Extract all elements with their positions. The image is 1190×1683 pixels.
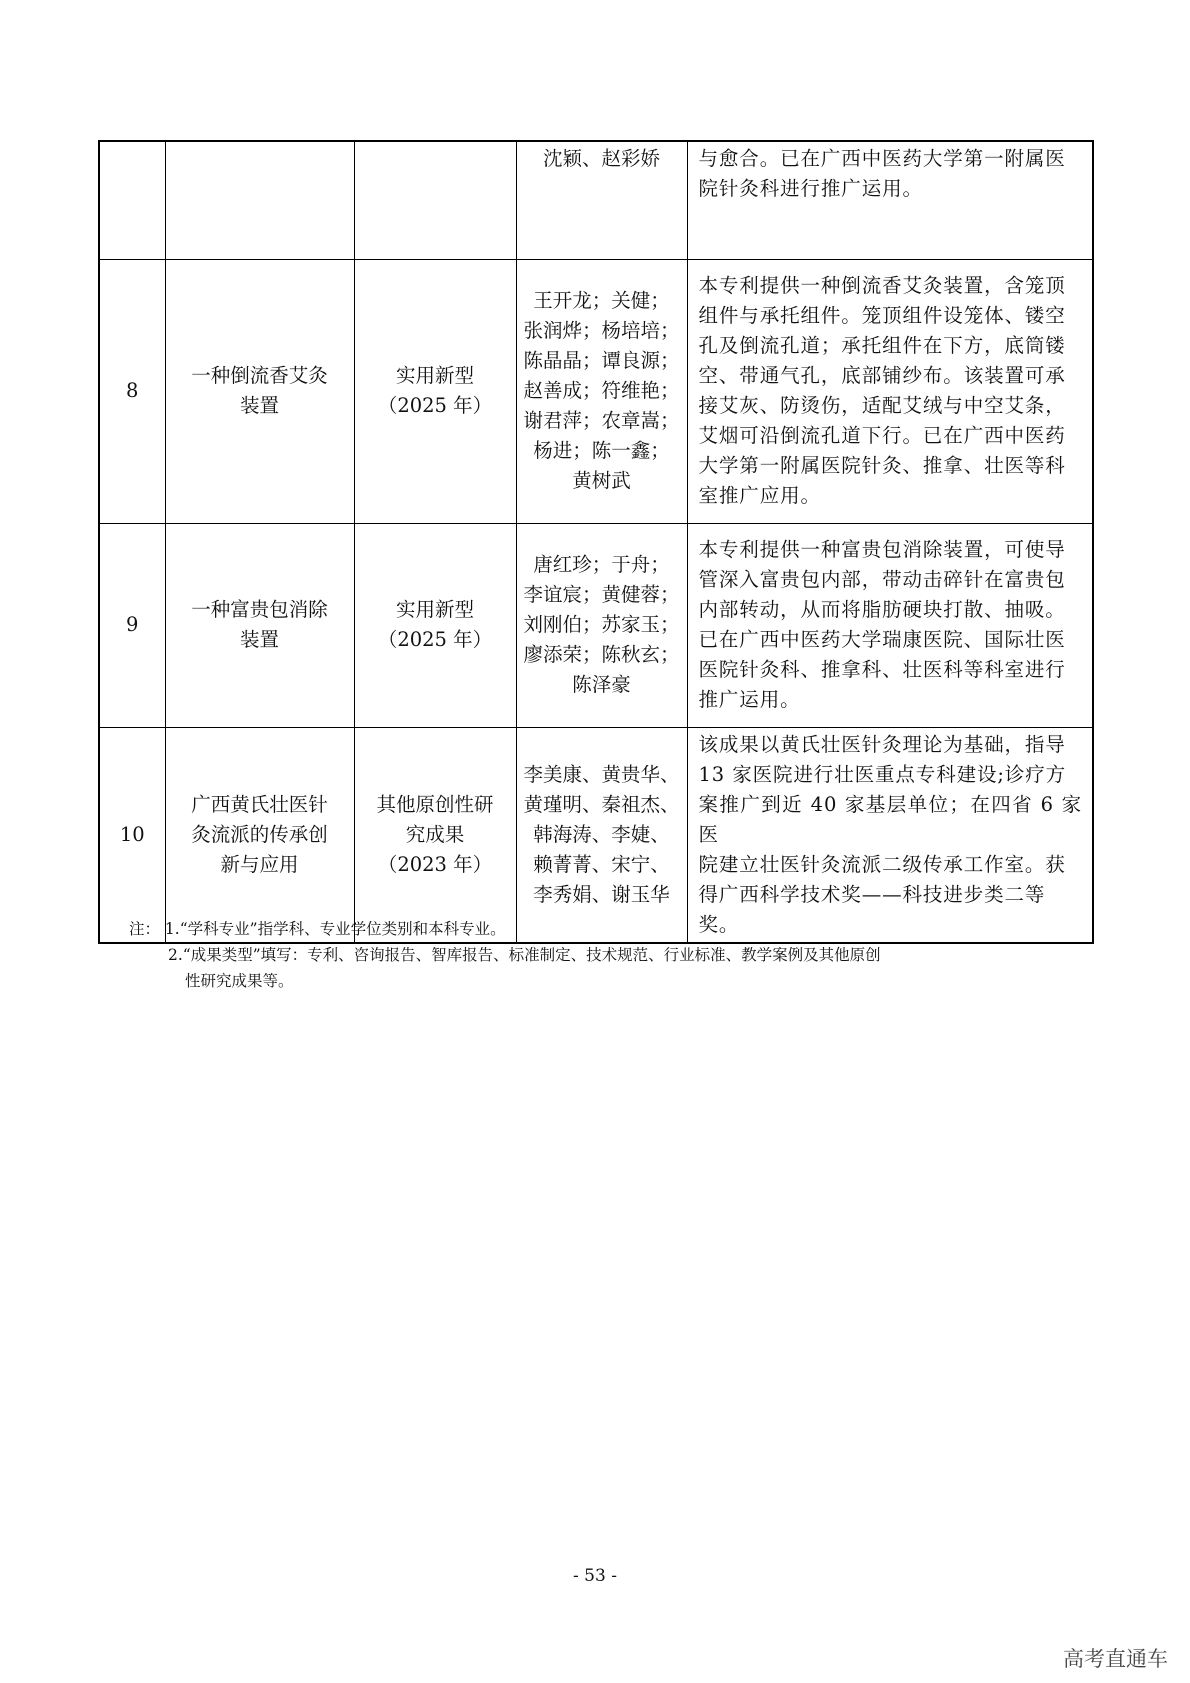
achievement-description-line: 大学第一附属医院针灸、推拿、壮医等科 xyxy=(698,454,1066,477)
achievement-type-line: 实用新型 xyxy=(395,598,474,621)
achievement-authors-line: 韩海涛、李婕、 xyxy=(533,822,670,846)
achievement-name xyxy=(165,141,354,259)
watermark: 高考直通车 xyxy=(1063,1647,1168,1671)
achievement-description-line: 本专利提供一种富贵包消除装置，可使导 xyxy=(698,538,1066,561)
achievement-authors-line: 黄树武 xyxy=(572,469,631,492)
achievement-description-line: 已在广西中医药大学瑞康医院、国际壮医 xyxy=(698,628,1066,651)
achievement-authors-line: 廖添荣；陈秋玄； xyxy=(523,643,680,666)
achievement-authors-line: 赵善成；符维艳； xyxy=(523,379,680,402)
achievement-description-line: 该成果以黄氏壮医针灸理论为基础，指导 xyxy=(698,732,1066,756)
row-number: 9 xyxy=(99,523,165,727)
achievement-type-line: 其他原创性研 xyxy=(376,792,494,816)
achievement-description-line: 奖。 xyxy=(698,912,740,936)
achievement-description-line: 组件与承托组件。笼顶组件设笼体、镂空 xyxy=(698,304,1066,327)
achievement-authors-line: 杨进；陈一鑫； xyxy=(533,439,670,462)
achievement-description-line: 推广运用。 xyxy=(698,688,801,711)
achievement-description-line: 孔及倒流孔道；承托组件在下方，底筒镂 xyxy=(698,334,1066,357)
achievement-authors-line: 陈晶晶；谭良源； xyxy=(523,349,680,372)
achievement-name-line: 新与应用 xyxy=(220,852,299,876)
achievement-description-line: 与愈合。已在广西中医药大学第一附属医 xyxy=(698,147,1066,170)
page-number: - 53 - xyxy=(573,1566,617,1586)
achievement-description-line: 接艾灰、防烫伤，适配艾绒与中空艾条， xyxy=(698,394,1066,417)
achievement-name-line: 灸流派的传承创 xyxy=(191,822,328,846)
achievement-type-line: 究成果 xyxy=(405,822,465,846)
table-row xyxy=(99,523,1093,727)
achievement-description-line: 医院针灸科、推拿科、壮医科等科室进行 xyxy=(698,658,1066,681)
note-1: 注： 1.“学科专业”指学科、专业学位类别和本科专业。 xyxy=(129,920,506,938)
achievement-authors-line: 李谊宸；黄健蓉； xyxy=(523,583,680,606)
achievement-authors-line: 赖菁菁、宋宁、 xyxy=(533,852,670,876)
achievement-name-line: 一种倒流香艾灸 xyxy=(191,364,328,387)
achievement-authors-line: 刘刚伯；苏家玉； xyxy=(523,613,680,636)
achievement-description xyxy=(687,141,1093,259)
table-row xyxy=(99,259,1093,523)
achievement-authors-line: 唐红珍；于舟； xyxy=(533,553,670,576)
achievement-type-line: （2025 年） xyxy=(377,394,493,417)
achievement-type xyxy=(354,523,516,727)
achievement-name xyxy=(165,523,354,727)
achievement-type xyxy=(354,141,516,259)
achievement-authors xyxy=(516,141,687,259)
achievement-type-line: （2023 年） xyxy=(377,852,493,876)
achievement-authors-line: 王开龙；关健； xyxy=(533,289,670,312)
achievement-description-line: 空、带通气孔，底部铺纱布。该装置可承 xyxy=(698,364,1066,387)
achievement-description-line: 案推广到近 40 家基层单位；在四省 6 家医 xyxy=(698,792,1082,846)
achievement-authors-line: 李美康、黄贵华、 xyxy=(523,762,680,786)
achievement-authors-line: 沈颖、赵彩娇 xyxy=(542,147,660,170)
achievement-authors xyxy=(516,259,687,523)
row-number: 8 xyxy=(99,259,165,523)
achievement-name-line: 一种富贵包消除 xyxy=(191,598,328,621)
achievement-name xyxy=(165,727,354,943)
achievement-description-line: 得广西科学技术奖——科技进步类二等 xyxy=(698,882,1046,906)
achievement-name-line: 广西黄氏壮医针 xyxy=(191,792,328,816)
achievement-description xyxy=(687,259,1093,523)
note-2: 2.“成果类型”填写：专利、咨询报告、智库报告、标准制定、技术规范、行业标准、教学案例及其他原创 xyxy=(168,946,881,964)
achievement-type xyxy=(354,259,516,523)
achievement-type-line: （2025 年） xyxy=(377,628,493,651)
achievement-authors xyxy=(516,523,687,727)
achievement-description-line: 院建立壮医针灸流派二级传承工作室。获 xyxy=(698,852,1066,876)
achievement-description xyxy=(687,727,1093,943)
achievement-description-line: 管深入富贵包内部，带动击碎针在富贵包 xyxy=(698,568,1066,591)
achievement-description-line: 内部转动，从而将脂肪硬块打散、抽吸。 xyxy=(698,598,1066,621)
note-2-continued: 性研究成果等。 xyxy=(185,972,294,990)
achievement-type xyxy=(354,727,516,943)
achievement-description-line: 艾烟可沿倒流孔道下行。已在广西中医药 xyxy=(698,424,1066,447)
achievement-authors-line: 李秀娟、谢玉华 xyxy=(533,882,670,906)
table-row xyxy=(99,727,1093,943)
row-number: 10 xyxy=(99,727,165,943)
achievement-description-line: 院针灸科进行推广运用。 xyxy=(698,177,923,200)
achievement-authors-line: 张润烨；杨培培； xyxy=(523,319,680,342)
achievement-authors-line: 陈泽豪 xyxy=(572,673,631,696)
achievement-authors xyxy=(516,727,687,943)
achievement-description xyxy=(687,523,1093,727)
achievement-name-line: 装置 xyxy=(239,394,279,417)
achievements-table xyxy=(98,140,1094,944)
row-number xyxy=(99,141,165,259)
achievement-name xyxy=(165,259,354,523)
achievement-description-line: 13 家医院进行壮医重点专科建设;诊疗方 xyxy=(698,762,1067,786)
achievement-name-line: 装置 xyxy=(239,628,279,651)
table-row xyxy=(99,141,1093,259)
achievement-description-line: 本专利提供一种倒流香艾灸装置，含笼顶 xyxy=(698,274,1066,297)
achievement-type-line: 实用新型 xyxy=(395,364,474,387)
achievement-authors-line: 谢君萍；农章嵩； xyxy=(523,409,680,432)
achievement-description-line: 室推广应用。 xyxy=(698,484,821,507)
achievement-authors-line: 黄瑾明、秦祖杰、 xyxy=(523,792,680,816)
table-notes xyxy=(129,916,881,994)
